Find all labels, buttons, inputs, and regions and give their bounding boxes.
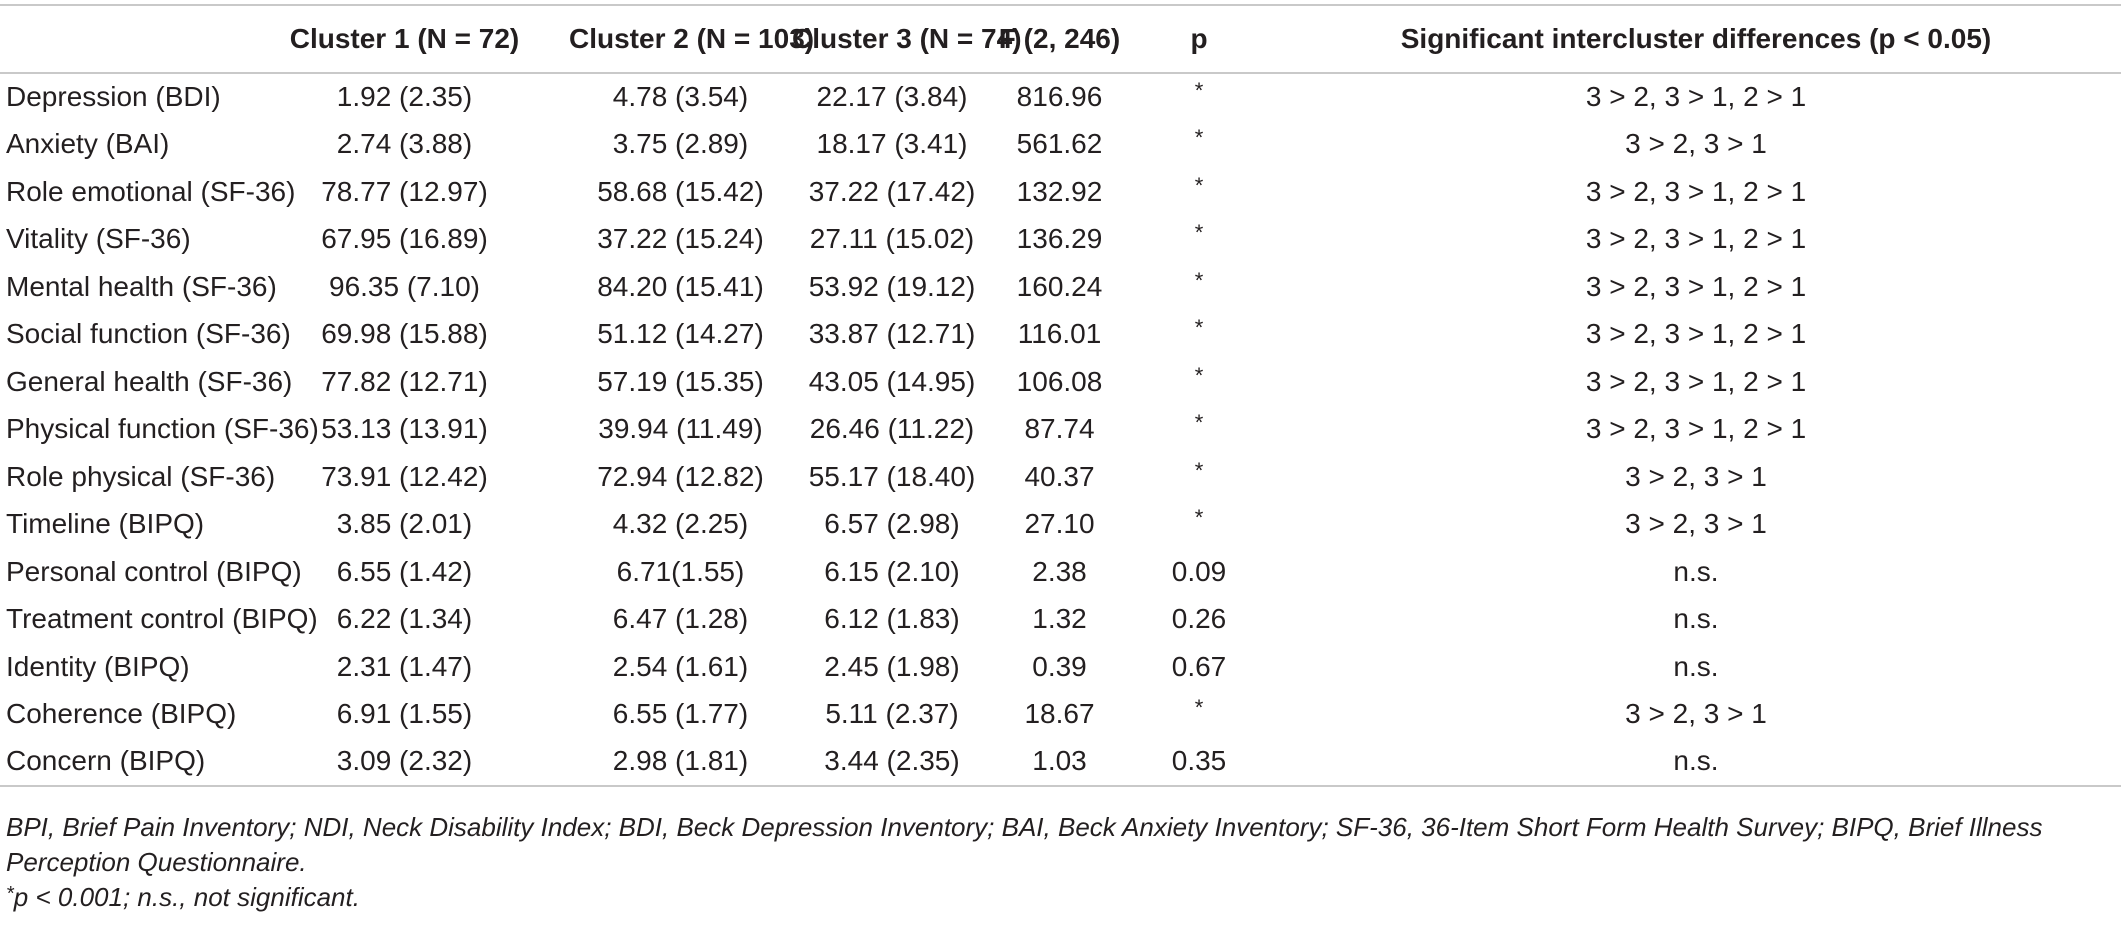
table-cell: 78.77 (12.97) [321,175,488,207]
table-cell: 3 > 2, 3 > 1, 2 > 1 [1585,365,1807,397]
table-cell: * [1194,505,1204,531]
row-label: Timeline (BIPQ) [6,508,205,540]
table-cell: 43.05 (14.95) [808,365,976,397]
table-cell: 2.31 (1.47) [336,650,473,682]
table-cell: * [1194,362,1204,388]
significance-text: p < 0.001; n.s., not significant. [13,882,360,912]
table-cell: 53.92 (19.12) [808,270,976,302]
row-label: Anxiety (BAI) [6,128,170,160]
table-cell: 27.11 (15.02) [809,223,975,255]
table-cell: * [1194,267,1204,293]
table-cell: 116.01 [1017,318,1102,350]
table-row [0,596,2121,644]
results-table [0,4,2121,787]
table-body [0,73,2121,786]
table-cell: 72.94 (12.82) [597,460,764,492]
row-label: Identity (BIPQ) [6,650,190,682]
column-header: Cluster 2 (N = 103) [569,5,792,73]
table-cell: 6.15 (2.10) [824,555,960,587]
table-cell: 37.22 (15.24) [597,223,764,255]
table-cell: 3 > 2, 3 > 1 [1625,128,1767,160]
table-cell: 6.22 (1.34) [336,603,473,635]
table-cell: 3.75 (2.89) [612,128,749,160]
significance-note [6,880,2114,918]
table-cell: 4.32 (2.25) [612,508,749,540]
table-cell: * [1194,125,1204,151]
table-cell: 6.57 (2.98) [824,508,960,540]
row-label: Treatment control (BIPQ) [6,603,318,635]
table-cell: 57.19 (15.35) [597,365,764,397]
table-cell: 132.92 [1016,175,1103,207]
table-cell: 561.62 [1016,128,1103,160]
row-label: Vitality (SF-36) [6,223,191,255]
table-cell: * [1194,78,1204,104]
table-cell: * [1194,220,1204,246]
row-label: Depression (BDI) [6,81,221,113]
table-cell: 6.55 (1.42) [336,555,473,587]
table-row [0,501,2121,549]
table-cell: 0.67 [1171,650,1227,682]
table-cell: 2.98 (1.81) [569,738,792,786]
table-cell: 160.24 [1016,270,1103,302]
table-cell: 6.55 (1.77) [612,698,749,730]
table-cell: 18.67 [1024,698,1095,730]
row-label: Concern (BIPQ) [0,738,240,786]
table-cell: n.s. [1673,650,1719,682]
table-row [0,73,2121,121]
column-header: Significant intercluster differences (p < 0.05) [1271,5,2121,73]
abbreviations-note: BPI, Brief Pain Inventory; NDI, Neck Disability Index; BDI, Beck Depression Inventory; BAI, Beck Anxiety Inventory; SF-36, 36-Item Short Form Health Survey; BIPQ, Brief Illness Perception Questionnaire. [6,812,2043,877]
table-cell: 4.78 (3.54) [612,81,749,113]
table-cell: * [1194,172,1204,198]
table-cell: * [1194,457,1204,483]
column-header: F (2, 246) [992,5,1127,73]
table-row [0,691,2121,739]
table-cell: 3 > 2, 3 > 1, 2 > 1 [1585,81,1807,113]
table-cell: 84.20 (15.41) [597,270,764,302]
table-cell: 6.71(1.55) [616,555,745,587]
table-cell: 0.09 [1171,555,1227,587]
table-cell: 2.54 (1.61) [612,650,749,682]
table-cell: 0.26 [1171,603,1227,635]
header-blank [0,5,240,73]
table-cell: 2.45 (1.98) [824,650,960,682]
table-row [0,216,2121,264]
table-cell: n.s. [1673,603,1719,635]
table-row [0,311,2121,359]
table-cell: 77.82 (12.71) [321,365,488,397]
table-row [0,263,2121,311]
table-cell: 6.47 (1.28) [612,603,749,635]
table-cell: 1.32 [1032,603,1087,635]
table-cell: 3 > 2, 3 > 1, 2 > 1 [1585,175,1807,207]
column-header: Cluster 1 (N = 72) [240,5,569,73]
table-cell: 37.22 (17.42) [808,175,976,207]
table-cell: 1.03 [992,738,1127,786]
table-row [0,738,2121,786]
table-row [0,121,2121,169]
table-cell: 40.37 [1024,460,1095,492]
table-cell: 5.11 (2.37) [825,698,959,730]
row-label: Mental health (SF-36) [6,270,277,302]
row-label: Role physical (SF-36) [6,460,276,492]
row-label: Social function (SF-36) [6,318,291,350]
table-cell: 39.94 (11.49) [598,413,763,445]
row-label: Coherence (BIPQ) [6,698,237,730]
table-cell: 69.98 (15.88) [321,318,488,350]
table-cell: 87.74 [1024,413,1095,445]
header-row [0,5,2121,73]
table-cell: 18.17 (3.41) [816,128,968,160]
table-cell: 136.29 [1016,223,1103,255]
row-label: General health (SF-36) [6,365,293,397]
table-cell: 67.95 (16.89) [321,223,488,255]
table-row [0,548,2121,596]
table-cell: * [1194,315,1204,341]
table-cell: 3 > 2, 3 > 1, 2 > 1 [1585,223,1807,255]
column-header: p [1127,5,1271,73]
table-cell: 55.17 (18.40) [808,460,976,492]
table-header [0,5,2121,73]
table-cell: 58.68 (15.42) [597,175,764,207]
table-cell: 3.85 (2.01) [336,508,473,540]
row-label: Role emotional (SF-36) [6,175,296,207]
table-cell: 3 > 2, 3 > 1, 2 > 1 [1585,318,1807,350]
table-cell: n.s. [1271,738,2121,786]
table-row [0,406,2121,454]
table-cell: 3.09 (2.32) [240,738,569,786]
significance-marker: * [6,883,14,905]
table-cell: 33.87 (12.71) [808,318,976,350]
table-row [0,168,2121,216]
table-cell: 3 > 2, 3 > 1, 2 > 1 [1585,413,1807,445]
table-cell: 53.13 (13.91) [321,413,488,445]
row-label: Personal control (BIPQ) [6,555,302,587]
row-label: Physical function (SF-36) [6,413,319,445]
table-cell: 96.35 (7.10) [329,270,480,302]
table-cell: 3.44 (2.35) [792,738,992,786]
table-row [0,643,2121,691]
table-cell: 0.35 [1127,738,1271,786]
table-cell: 106.08 [1016,365,1103,397]
table-cell: 3 > 2, 3 > 1 [1625,460,1767,492]
column-header: Cluster 3 (N = 74) [792,5,992,73]
table-cell: 26.46 (11.22) [809,413,975,445]
table-cell: 3 > 2, 3 > 1 [1625,508,1767,540]
table-cell: 0.39 [1032,650,1087,682]
table-cell: 51.12 (14.27) [597,318,764,350]
table-cell: 73.91 (12.42) [321,460,488,492]
table-cell: 2.74 (3.88) [336,128,473,160]
table-cell: * [1194,410,1204,436]
table-footnotes [6,810,2114,918]
table-cell: 3 > 2, 3 > 1 [1625,698,1767,730]
table-cell: 6.91 (1.55) [336,698,473,730]
table-cell: 816.96 [1016,81,1103,113]
table-cell: 22.17 (3.84) [816,81,968,113]
table-cell: 1.92 (2.35) [336,81,473,113]
table-cell: 27.10 [1024,508,1095,540]
table-row [0,453,2121,501]
table-cell: n.s. [1673,555,1719,587]
table-cell: * [1194,695,1204,721]
table-cell: 2.38 [1032,555,1087,587]
table-cell: 3 > 2, 3 > 1, 2 > 1 [1585,270,1807,302]
table-cell: 6.12 (1.83) [824,603,960,635]
table-row [0,358,2121,406]
